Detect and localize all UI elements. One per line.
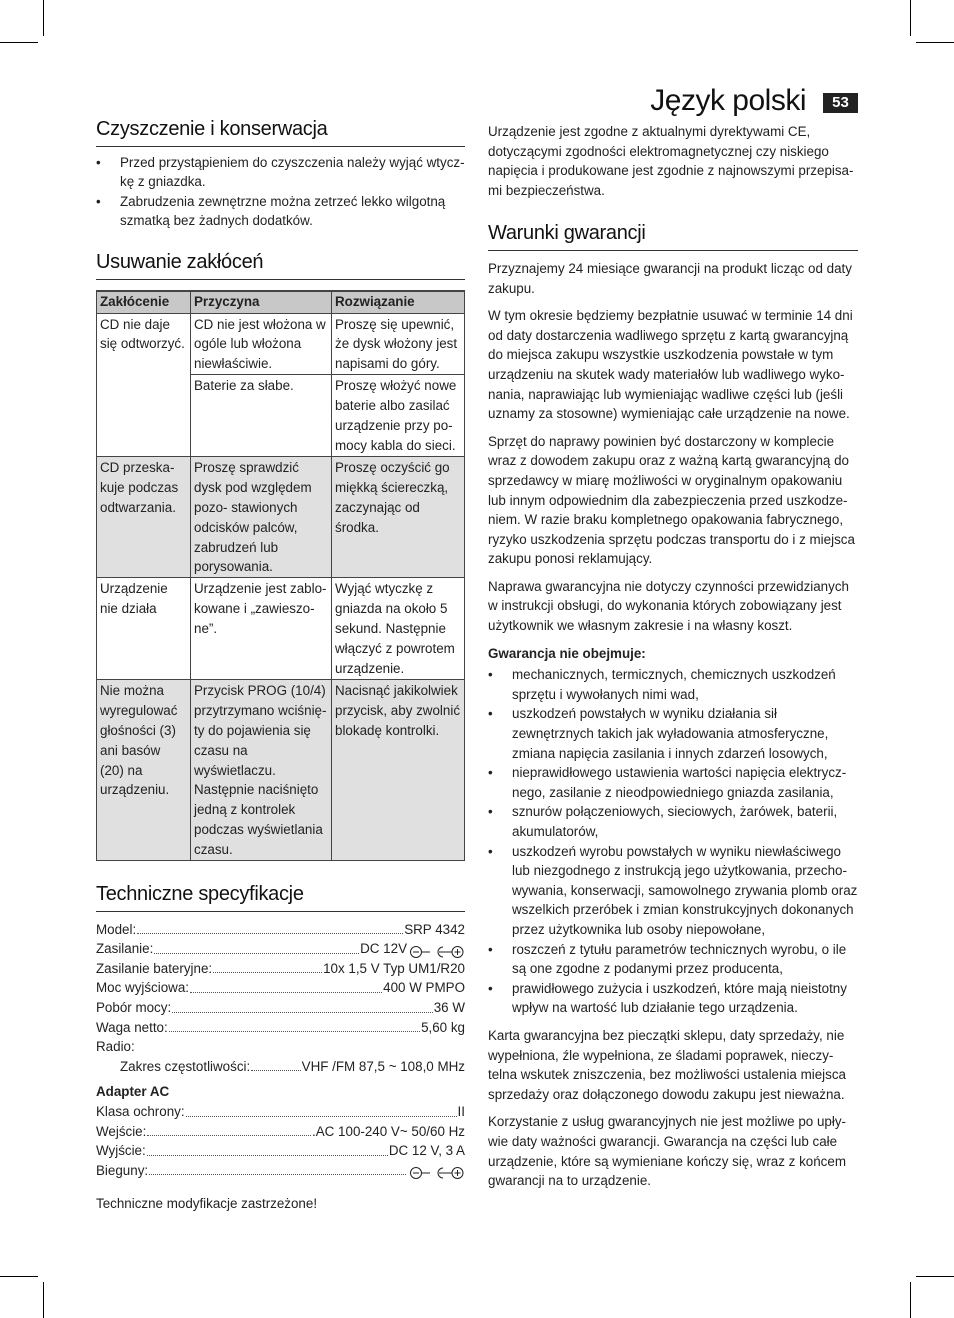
warranty-paragraph: W tym okresie będziemy bezpłatnie usuwać w terminie 14 dni od daty dostarczenia wadliwego sprzętu z kartą gwarancyjną do miejsca zakupu wszystkie uszkodzenia powstałe w tym urządzeniu na skutek wady materiałów lub wadliwego wyko- nania, naprawiając lub wymieniając wadliwe części lub (jeśli uznamy za stosowne) wymieniając całe urządzenie na nowe. [488, 308, 853, 422]
spec-row [96, 998, 465, 1018]
warranty-heading: Warunki gwarancji [488, 224, 858, 251]
spec-label: Zasilanie bateryjne: [96, 960, 213, 976]
exclusions-heading: Gwarancja nie obejmuje: [488, 645, 646, 661]
spec-value: 10x 1,5 V Typ UM1/R20 [323, 960, 465, 976]
cause-cell: Przycisk PROG (10/4) przytrzymano wciśnię- ty do pojawienia się czasu na wyświetlaczu. Następnie naciśnięto jedną z kontrolek podczas wyświetlania czasu. [191, 679, 332, 860]
list-item: • uszkodzeń wyrobu powstałych w wyniku niewłaściwego lub niezgodnego z instrukcją jego użytkowania, przecho- wywania, konserwacji, samowolnego zrywania plomb oraz wszelkich przeróbek i zmian konstrukcyjnych dokonanych przez użytkownika lub osoby niepowołane, [488, 842, 858, 940]
spec-row [96, 1018, 465, 1038]
warranty-paragraph: Karta gwarancyjna bez pieczątki sklepu, daty sprzedaży, nie wypełniona, źle wypełniona, ze śladami poprawek, nieczy- telna wskutek zniszczenia, bez możliwości ustalenia miejsca sprzedaży oraz dołączonego dowodu zakupu jest nieważna. [488, 1027, 846, 1102]
spec-value: .AC 100-240 V~ 50/60 Hz [312, 1123, 465, 1139]
spec-row [96, 959, 465, 979]
spec-label: Waga netto: [96, 1019, 168, 1035]
solution-cell: Proszę oczyścić go miękką ściereczką, zaczynając od środka. [332, 456, 465, 577]
spec-label: Moc wyjściowa: [96, 980, 190, 996]
column-header: Przyczyna [191, 291, 332, 314]
spec-row [96, 1102, 465, 1122]
specs-note: Techniczne modyfikacje zastrzeżone! [96, 1196, 318, 1212]
spec-label: Model: [96, 921, 137, 937]
spec-value: 400 W PMPO [383, 980, 465, 996]
troubleshooting-heading: Usuwanie zakłóceń [96, 253, 465, 280]
warranty-paragraph: Przyznajemy 24 miesiące gwarancji na produkt licząc od daty zakupu. [488, 260, 852, 296]
spec-row [96, 1141, 465, 1161]
spec-value: DC 12V [360, 941, 407, 957]
crop-mark [43, 1282, 44, 1318]
spec-label: Klasa ochrony: [96, 1103, 185, 1119]
crop-mark [916, 1276, 954, 1277]
list-item: • uszkodzeń powstałych w wyniku działania sił zewnętrznych takich jak wyładowania atmosferyczne, zmiana napięcia zasilania i innych zdarzeń losowych, [488, 704, 858, 763]
list-item: • nieprawidłowego ustawienia wartości napięcia elektrycz- nego, zasilanie z nieodpowiedniego gniazda zasilania, [488, 763, 858, 802]
crop-mark [910, 1282, 911, 1318]
table-row [97, 313, 465, 375]
solution-cell: Wyjąć wtyczkę z gniazda na około 5 sekund. Następnie włączyć z powrotem urządzenie. [332, 578, 465, 680]
list-item: • roszczeń z tytułu parametrów technicznych wyrobu, o ile są one zgodne z podanymi przez producenta, [488, 940, 858, 979]
spec-value: 5,60 kg [421, 1019, 465, 1035]
page-number: 53 [823, 93, 858, 113]
cleaning-list [96, 153, 465, 231]
problem-cell: CD nie daje się odtworzyć. [97, 313, 191, 456]
table-row [97, 679, 465, 860]
spec-row [96, 939, 465, 959]
spec-row [96, 920, 465, 940]
cause-cell: Urządzenie jest zablo- kowane i „zawieszo- ne”. [191, 578, 332, 680]
problem-cell: CD przeska- kuje podczas odtwarzania. [97, 456, 191, 577]
list-item: • Zabrudzenia zewnętrzne można zetrzeć lekko wilgotną szmatką bez żadnych dodatków. [96, 192, 465, 231]
spec-label: Bieguny: [96, 1162, 149, 1178]
page-title: Język polski [650, 84, 806, 117]
list-item: • prawidłowego zużycia i uszkodzeń, które mają nieistotny wpływ na wartość lub działanie tego urządzenia. [488, 979, 858, 1018]
solution-cell: Nacisnąć jakikolwiek przycisk, aby zwolnić blokadę kontrolki. [332, 679, 465, 860]
spec-label: Radio: [96, 1039, 135, 1055]
list-item: • Przed przystąpieniem do czyszczenia należy wyjąć wtycz- kę z gniazdka. [96, 153, 465, 192]
crop-mark [0, 42, 38, 43]
spec-label: Wyjście: [96, 1143, 146, 1159]
right-column [488, 122, 858, 1191]
list-item: • mechanicznych, termicznych, chemicznych uszkodzeń sprzętu i wywołanych nimi wad, [488, 665, 858, 704]
spec-row [96, 1161, 465, 1181]
dc-polarity-icon [409, 1166, 465, 1180]
problem-cell: Nie można wyregulować głośności (3) ani basów (20) na urządzeniu. [97, 679, 191, 860]
crop-mark [43, 0, 44, 36]
solution-cell: Proszę się upewnić, że dysk włożony jest napisami do góry. [332, 313, 465, 375]
cause-cell: CD nie jest włożona w ogóle lub włożona niewłaściwie. [191, 313, 332, 375]
table-row [97, 456, 465, 577]
warranty-paragraph: Sprzęt do naprawy powinien być dostarczony w komplecie wraz z dowodem zakupu oraz z ważną kartą gwarancyjną do sprzedawcy w miarę możliwości w oryginalnym opakowaniu lub innym odpowiednim dla zabezpieczenia przed uszkodze- niem. W razie braku kompletnego opakowania fabrycznego, ryzyko uszkodzenia sprzętu podczas transportu do i z miejsca zakupu ponosi reklamujący. [488, 433, 855, 567]
spec-value: SRP 4342 [404, 921, 465, 937]
crop-mark [916, 42, 954, 43]
exclusions-list [488, 665, 858, 1018]
crop-mark [0, 1276, 38, 1277]
troubleshooting-table [96, 290, 465, 861]
list-item: • sznurów połączeniowych, sieciowych, żarówek, baterii, akumulatorów, [488, 802, 858, 841]
spec-row [96, 1057, 465, 1077]
spec-row [96, 978, 465, 998]
column-header: Rozwiązanie [332, 291, 465, 314]
spec-value: VHF /FM 87,5 ~ 108,0 MHz [301, 1058, 465, 1074]
cause-cell: Baterie za słabe. [191, 375, 332, 457]
cause-cell: Proszę sprawdzić dysk pod względem pozo- stawionych odcisków palców, zabrudzeń lub porysowania. [191, 456, 332, 577]
spec-value: DC 12 V, 3 A [388, 1143, 465, 1159]
solution-cell: Proszę włożyć nowe baterie albo zasilać urządzenie przy po- mocy kabla do sieci. [332, 375, 465, 457]
column-header: Zakłócenie [97, 291, 191, 314]
cleaning-heading: Czyszczenie i konserwacja [96, 120, 465, 147]
spec-label: Zasilanie: [96, 941, 154, 957]
spec-value: II [457, 1103, 465, 1119]
dc-polarity-icon [409, 945, 465, 959]
left-column [96, 120, 465, 1214]
warranty-paragraph: Korzystanie z usług gwarancyjnych nie jest możliwe po upły- wie daty ważności gwarancji. Gwarancja na części lub całe urządzenie, które są wymieniane kończy się, wraz z końcem gwarancji na to urządzenie. [488, 1114, 846, 1189]
problem-cell: Urządzenie nie działa [97, 578, 191, 680]
warranty-paragraph: Naprawa gwarancyjna nie dotyczy czynności przewidzianych w instrukcji obsługi, do wykonania których zobowiązany jest użytkownik we własnym zakresie i na własny koszt. [488, 578, 849, 634]
crop-mark [910, 0, 911, 36]
table-header-row [97, 291, 465, 314]
table-row [97, 578, 465, 680]
spec-row [96, 1122, 465, 1142]
adapter-heading: Adapter AC [96, 1084, 170, 1100]
specs-list [96, 920, 465, 1214]
conformity-text: Urządzenie jest zgodne z aktualnymi dyrektywami CE, dotyczącymi zgodności elektromagnetycznej czy niskiego napięcia i produkowane jest zgodnie z najnowszymi przepisa- mi bezpieczeństwa. [488, 124, 854, 198]
spec-label: Wejście: [96, 1123, 147, 1139]
specs-heading: Techniczne specyfikacje [96, 885, 465, 912]
spec-value: 36 W [433, 1000, 465, 1015]
spec-label: Zakres częstotliwości: [120, 1058, 251, 1074]
spec-label: Pobór mocy: [96, 1000, 172, 1015]
